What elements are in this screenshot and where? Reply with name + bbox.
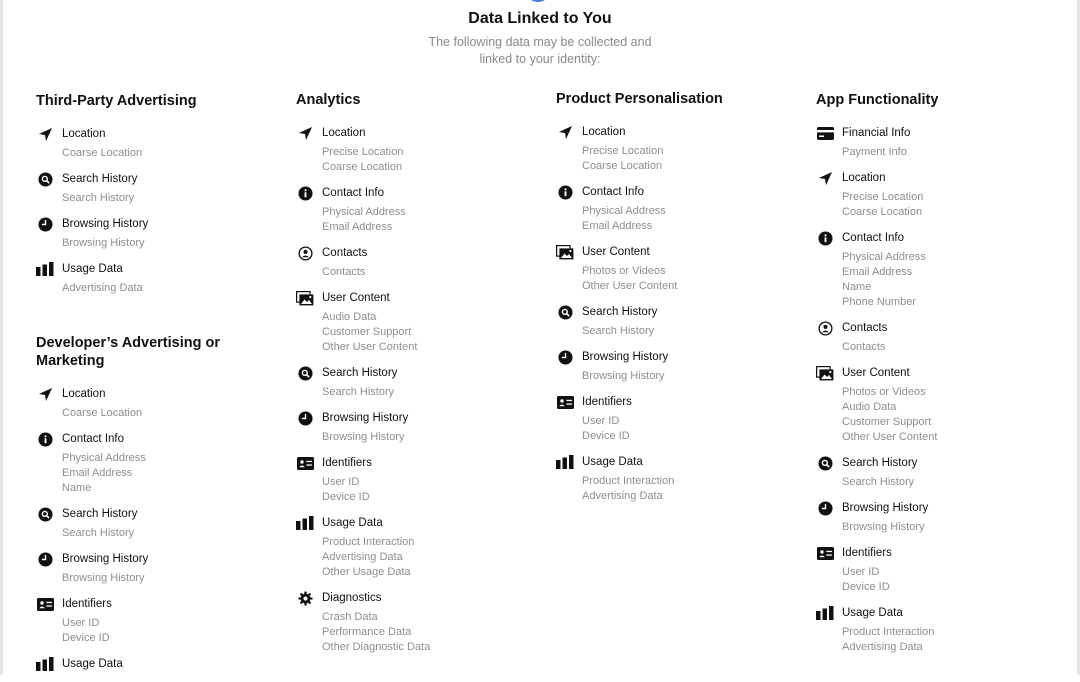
contact-info-icon [556,184,574,200]
category-details [322,385,536,400]
category-details [62,616,276,646]
user-content-icon [816,365,834,381]
data-category-item [296,125,536,175]
identifiers-icon [556,394,574,410]
category-details [842,565,1056,595]
page-title: Data Linked to You [468,10,612,27]
category-details [582,414,796,444]
category-label: Contacts [322,247,368,259]
category-details [62,571,276,586]
category-label: Usage Data [62,658,123,670]
search-history-icon [296,365,314,381]
data-category-item [556,304,796,339]
detail-label: Photos or Videos [842,386,926,398]
detail-label: Other User Content [322,341,418,353]
data-category-item [36,431,276,496]
detail-label: Coarse Location [62,407,143,419]
detail-label: Email Address [62,467,133,479]
section-title: Product Personalisation [556,91,723,107]
category-details [322,205,536,235]
data-category-item [556,454,796,504]
category-label: Search History [322,367,398,379]
detail-label: Contacts [322,266,366,278]
data-category-item [36,171,276,206]
data-category-item [556,124,796,174]
detail-label: Physical Address [582,205,666,217]
user-content-icon [556,244,574,260]
detail-label: Search History [842,476,915,488]
detail-label: Customer Support [322,326,412,338]
data-category-item [816,170,1056,220]
data-category-item [556,184,796,234]
category-details [842,190,1056,220]
category-label: User Content [582,246,650,258]
detail-label: Coarse Location [322,161,403,173]
category-label: Financial Info [842,127,911,139]
detail-label: Payment Info [842,146,907,158]
page-subtitle [0,34,1080,68]
detail-label: Phone Number [842,296,916,308]
detail-label: Performance Data [322,626,412,638]
identifiers-icon [36,596,54,612]
detail-label: Search History [62,527,135,539]
detail-label: Product Interaction [842,626,935,638]
detail-label: Advertising Data [842,641,923,653]
category-label: Browsing History [582,351,669,363]
category-details [842,475,1056,490]
detail-label: Device ID [582,430,630,442]
category-label: Contact Info [842,232,905,244]
category-label: Identifiers [582,396,632,408]
contact-info-icon [36,431,54,447]
detail-label: Search History [62,192,135,204]
subtitle-line: linked to your identity: [479,52,601,66]
category-details [582,144,796,174]
category-details [322,475,536,505]
detail-label: Other Diagnostic Data [322,641,431,653]
detail-label: Device ID [322,491,370,503]
identifiers-icon [816,545,834,561]
category-details [842,385,1056,445]
detail-label: Search History [322,386,395,398]
category-label: User Content [842,367,910,379]
detail-label: Audio Data [842,401,897,413]
category-label: Contact Info [582,186,645,198]
detail-label: Device ID [842,581,890,593]
detail-label: Browsing History [62,572,145,584]
detail-label: Physical Address [62,452,146,464]
search-history-icon [816,455,834,471]
category-label: Usage Data [62,263,123,275]
contact-info-icon [816,230,834,246]
category-label: Identifiers [322,457,372,469]
data-category-item [296,365,536,400]
usage-data-icon [296,515,314,531]
category-details [62,146,276,161]
usage-data-icon [36,656,54,672]
location-icon [296,125,314,141]
category-details [62,236,276,251]
detail-label: Name [842,281,872,293]
category-details [582,369,796,384]
detail-label: Browsing History [842,521,925,533]
category-details [842,520,1056,535]
detail-label: Product Interaction [582,475,675,487]
category-details [62,406,276,421]
category-details [62,451,276,496]
detail-label: Advertising Data [582,490,663,502]
browsing-history-icon [296,410,314,426]
user-content-icon [296,290,314,306]
category-details [582,474,796,504]
data-category-item [36,506,276,541]
contacts-icon [296,245,314,261]
location-icon [556,124,574,140]
browsing-history-icon [36,551,54,567]
category-details [322,310,536,355]
header-ring-icon [525,0,551,2]
detail-label: Contacts [842,341,886,353]
category-label: Diagnostics [322,592,382,604]
browsing-history-icon [36,216,54,232]
location-icon [36,386,54,402]
data-category-item [296,515,536,580]
category-label: Contacts [842,322,888,334]
detail-label: Photos or Videos [582,265,666,277]
column-3 [556,90,796,514]
category-details [62,526,276,541]
category-label: Location [62,388,106,400]
data-category-item [36,126,276,161]
category-label: Location [62,128,106,140]
category-details [842,145,1056,160]
browsing-history-icon [556,349,574,365]
detail-label: Other User Content [842,431,938,443]
data-category-item [36,386,276,421]
category-label: Usage Data [582,456,643,468]
detail-label: Physical Address [322,206,406,218]
category-label: Contact Info [62,433,125,445]
category-label: Search History [842,457,918,469]
data-category-item [556,244,796,294]
category-details [322,430,536,445]
detail-label: User ID [582,415,620,427]
category-label: Search History [62,173,138,185]
data-category-item [296,455,536,505]
usage-data-icon [36,261,54,277]
data-category-item [36,596,276,646]
category-label: Usage Data [322,517,383,529]
data-category-item [36,216,276,251]
detail-label: Product Interaction [322,536,415,548]
search-history-icon [36,171,54,187]
contacts-icon [816,320,834,336]
financial-info-icon [816,125,834,141]
location-icon [36,126,54,142]
search-history-icon [36,506,54,522]
data-category-item [296,245,536,280]
detail-label: Precise Location [842,191,924,203]
detail-label: Name [62,482,92,494]
section-spacer [36,306,276,334]
data-category-item [816,605,1056,655]
section-title: Third-Party Advertising [36,93,197,109]
category-details [842,250,1056,310]
data-category-item [816,230,1056,310]
category-label: Location [842,172,886,184]
detail-label: Browsing History [322,431,405,443]
detail-label: Email Address [842,266,913,278]
section-title: App Functionality [816,92,939,108]
data-category-item [296,185,536,235]
data-category-item [816,545,1056,595]
detail-label: Email Address [582,220,653,232]
category-label: Browsing History [322,412,409,424]
category-label: Browsing History [62,553,149,565]
category-label: Browsing History [842,502,929,514]
data-category-item [36,656,276,672]
detail-label: User ID [62,617,100,629]
subtitle-line: The following data may be collected and [428,35,652,49]
data-category-item [296,410,536,445]
detail-label: Coarse Location [582,160,663,172]
data-category-item [296,290,536,355]
category-details [322,145,536,175]
browsing-history-icon [816,500,834,516]
detail-label: Physical Address [842,251,926,263]
identifiers-icon [296,455,314,471]
detail-label: Audio Data [322,311,377,323]
detail-label: Advertising Data [322,551,403,563]
detail-label: Advertising Data [62,282,143,294]
detail-label: Browsing History [582,370,665,382]
category-label: Identifiers [62,598,112,610]
category-label: Contact Info [322,187,385,199]
category-label: User Content [322,292,390,304]
usage-data-icon [556,454,574,470]
data-category-item [36,551,276,586]
detail-label: Coarse Location [842,206,923,218]
data-category-item [556,349,796,384]
left-edge [0,0,3,675]
category-details [322,610,536,655]
contact-info-icon [296,185,314,201]
category-details [582,204,796,234]
detail-label: Customer Support [842,416,932,428]
detail-label: Email Address [322,221,393,233]
detail-label: Precise Location [582,145,664,157]
category-label: Usage Data [842,607,903,619]
category-label: Location [322,127,366,139]
detail-label: Precise Location [322,146,404,158]
data-category-item [816,500,1056,535]
location-icon [816,170,834,186]
data-category-item [816,365,1056,445]
category-details [582,324,796,339]
category-details [322,265,536,280]
data-category-item [296,590,536,655]
category-label: Search History [62,508,138,520]
diagnostics-icon [296,590,314,606]
category-details [62,191,276,206]
category-details [842,625,1056,655]
category-label: Identifiers [842,547,892,559]
detail-label: Coarse Location [62,147,143,159]
detail-label: Search History [582,325,655,337]
category-details [842,340,1056,355]
category-label: Browsing History [62,218,149,230]
data-category-item [816,320,1056,355]
detail-label: Device ID [62,632,110,644]
detail-label: Other User Content [582,280,678,292]
detail-label: Crash Data [322,611,378,623]
data-category-item [816,455,1056,490]
search-history-icon [556,304,574,320]
data-category-item [556,394,796,444]
usage-data-icon [816,605,834,621]
detail-label: Browsing History [62,237,145,249]
section-title: Developer’s Advertising or Marketing [36,335,220,369]
category-details [322,535,536,580]
category-label: Location [582,126,626,138]
column-1 [36,92,276,682]
category-label: Search History [582,306,658,318]
detail-label: Other Usage Data [322,566,411,578]
column-4 [816,91,1056,665]
data-category-item [816,125,1056,160]
column-2 [296,91,536,665]
data-category-item [36,261,276,296]
category-details [62,281,276,296]
category-details [582,264,796,294]
detail-label: User ID [322,476,360,488]
detail-label: User ID [842,566,880,578]
section-title: Analytics [296,92,361,108]
